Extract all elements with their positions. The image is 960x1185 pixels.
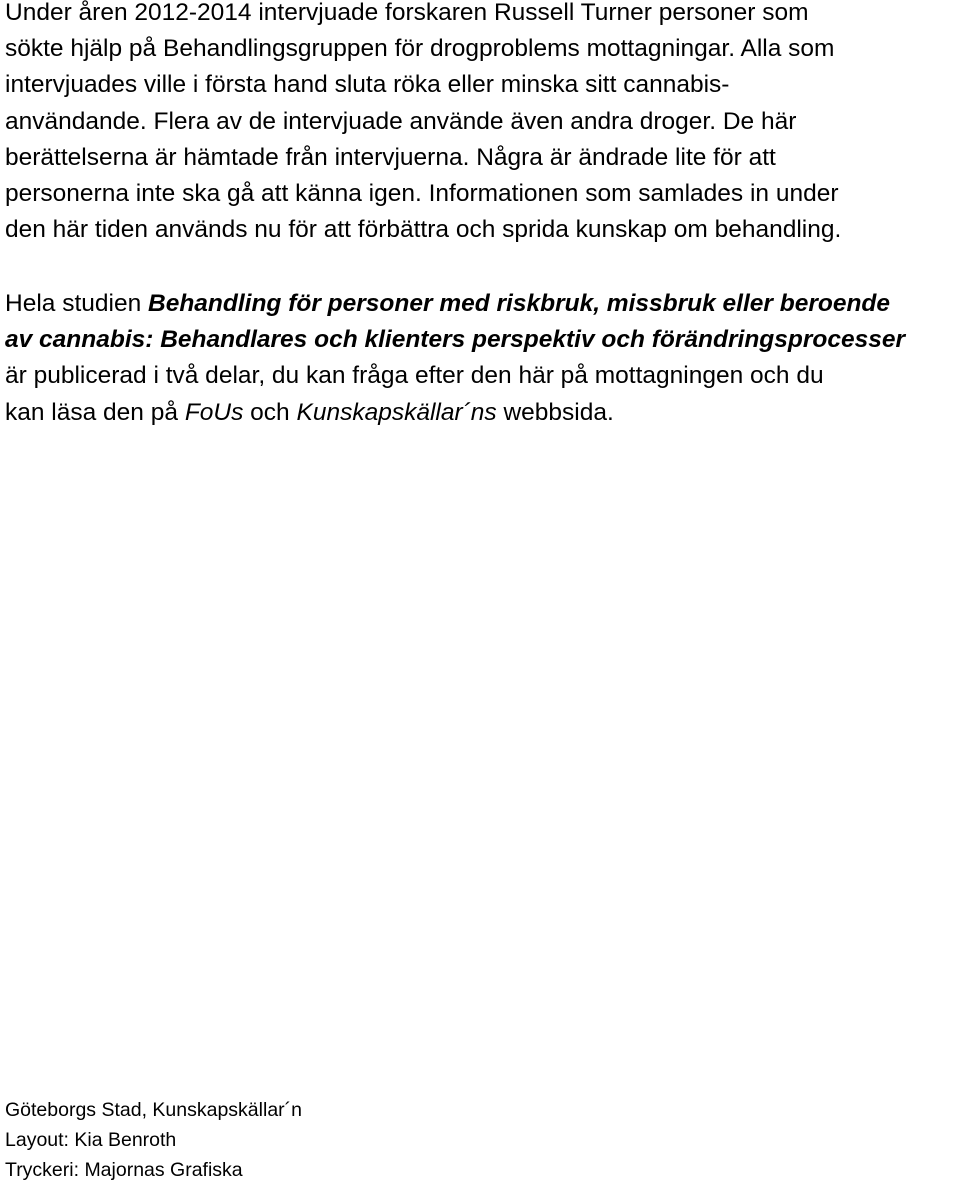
text-fragment: och: [243, 398, 297, 426]
study-paragraph: [5, 286, 957, 431]
text-line: är publicerad i två delar, du kan fråga efter den här på mottagningen och du: [5, 362, 824, 390]
text-line: sökte hjälp på Behandlingsgruppen för drogproblems mottagningar. Alla som: [5, 35, 835, 63]
text-fragment: webbsida.: [496, 398, 614, 426]
text-line: intervjuades ville i första hand sluta röka eller minska sitt cannabis-: [5, 71, 730, 99]
text-line: Under åren 2012-2014 intervjuade forskaren Russell Turner personer som: [5, 0, 809, 26]
colophon: [5, 1095, 302, 1185]
colophon-layout: Layout: Kia Benroth: [5, 1129, 177, 1151]
study-title-line2: av cannabis: Behandlares och klienters perspektiv och förändringsprocesser: [5, 326, 906, 354]
text-fragment: kan läsa den på: [5, 398, 185, 426]
text-line: den här tiden används nu för att förbättra och sprida kunskap om behandling.: [5, 216, 842, 244]
fous-name: FoUs: [184, 398, 244, 426]
study-intro-text: Hela studien: [5, 290, 149, 317]
colophon-publisher: Göteborgs Stad, Kunskapskällar´n: [5, 1099, 302, 1121]
text-line: berättelserna är hämtade från intervjuerna. Några är ändrade lite för att: [5, 143, 776, 171]
study-title-line1: Behandling för personer med riskbruk, missbruk eller beroende: [148, 290, 891, 317]
text-line: personerna inte ska gå att känna igen. Informationen som samlades in under: [5, 180, 839, 208]
colophon-printer: Tryckeri: Majornas Grafiska: [5, 1159, 243, 1181]
text-line: användande. Flera av de intervjuade använde även andra droger. De här: [5, 107, 797, 135]
kunskapskallarn-name: Kunskapskällar´ns: [296, 398, 497, 426]
intro-paragraph: [5, 0, 957, 248]
